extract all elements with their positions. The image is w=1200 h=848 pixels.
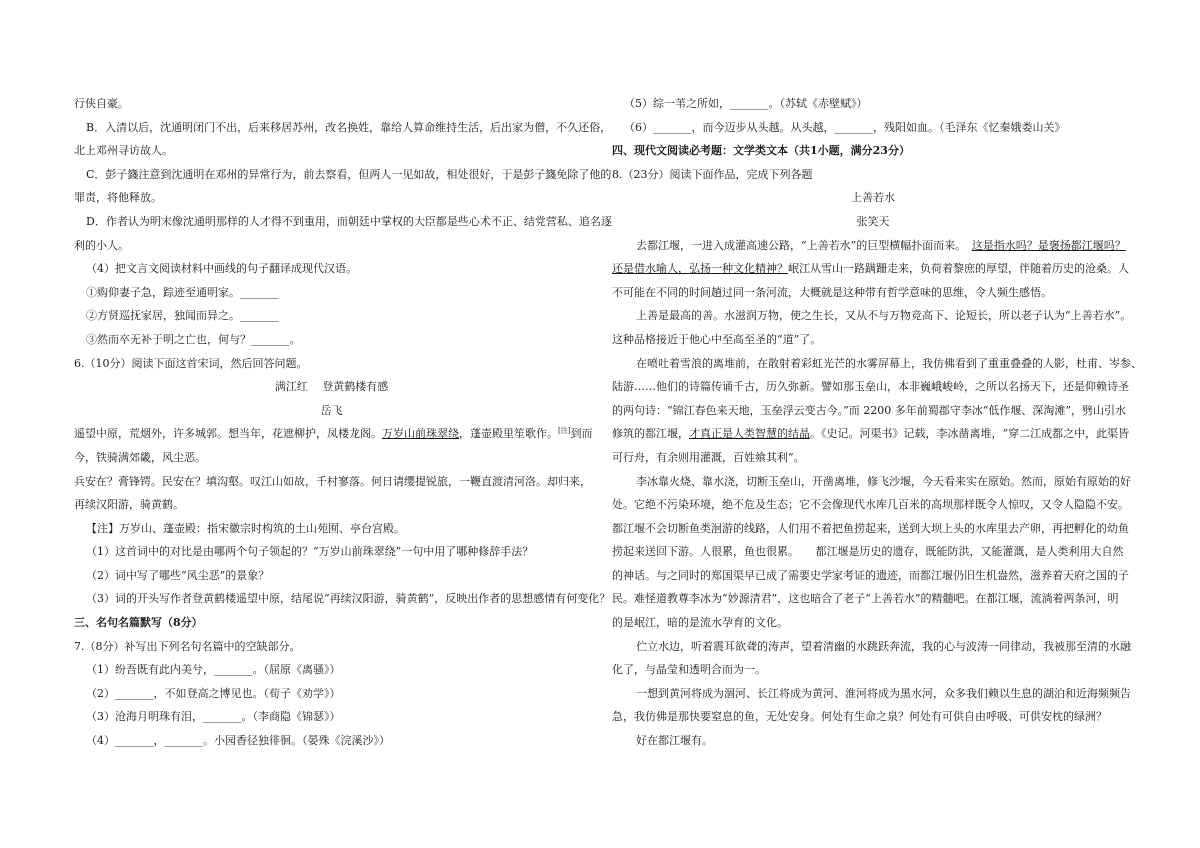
right-text-line: 的两句诗：“锦江春色来天地，玉垒浮云变古今。”而 2200 多年前蜀郡守李冰“低作堰、深淘滩”，劈山引水 xyxy=(612,403,1126,417)
right-text-line: 8.（23分）阅读下面作品，完成下列各题 xyxy=(612,167,813,181)
right-text-line xyxy=(612,234,1134,258)
footnote-marker: [注] xyxy=(558,426,571,435)
left-text-line: 满江红 登黄鹤楼有感 xyxy=(274,380,389,394)
left-text-line: （4）把文言文阅读材料中画线的句子翻译成现代汉语。 xyxy=(86,262,357,276)
right-text-line: 上善若水 xyxy=(851,191,895,205)
right-text-line: 好在都江堰有。 xyxy=(636,734,713,748)
right-text-line: 处。它绝不污染环境，绝不危及生态；它不会像现代水库几百米的高坝那样既令人惊叹，又令人隐隐不安。 xyxy=(612,498,1129,512)
left-text-line: 今，铁骑满郊畿，风尘恶。 xyxy=(74,450,206,464)
left-text-line: 兵安在？膏锋锷。民安在？填沟壑。叹江山如故，千村寥落。何日请缨提锐旅，一鞭直渡清河洛。却归来， xyxy=(74,474,591,488)
left-text-line: （2）_______，不如登高之博见也。（荀子《劝学》） xyxy=(86,686,341,700)
left-column xyxy=(74,92,612,753)
text-span: ，蓬壶殿里笙歌作。 xyxy=(459,427,558,441)
right-text-line: 民。难怪道教尊李冰为“妙源清君”，这也暗合了老子“上善若水”的精髓吧。在都江堰，流淌着两条河，明 xyxy=(612,592,1119,606)
right-text-line: 陆游……他们的诗篇传诵千古，历久弥新。譬如那玉垒山，本非巍峨峻岭，之所以名扬天下，还是仰赖诗圣 xyxy=(612,380,1129,394)
left-text-line: （4）_______，_______。小园香径独徘徊。（晏殊《浣溪沙》） xyxy=(86,734,390,748)
text-span: 去都江堰，一进入成灌高速公路，“上善若水”的巨型横幅扑面而来。 xyxy=(636,238,972,252)
right-text-line: 捞起来送回下游。人很累，鱼也很累。 都江堰是历史的遗存，既能防洪，又能灌溉，是人类利用大自然 xyxy=(612,545,1124,559)
right-text-line: 的神话。与之同时的郑国渠早已成了需要史学家考证的遗迹，而都江堰仍旧生机盎然，滋养着天府之国的子 xyxy=(612,568,1129,582)
left-text-line: C．彭子籛注意到沈通明在邓州的异常行为，前去察看，但两人一见如故，相处很好，于是彭子籛免除了他的 xyxy=(86,167,612,181)
right-text-line: （6）_______，而今迈步从头越。从头越，_______，残阳如血。（毛泽东《忆秦娥娄山关》 xyxy=(624,120,1066,134)
left-text-line: ①购仰妻子急，踪迹至通明家。_______ xyxy=(86,285,279,299)
underlined-sentence: 还是借水喻人，弘扬一种文化精神？ xyxy=(612,262,788,276)
left-text-line: ③然而卒无补于明之亡也，何与？_______。 xyxy=(86,332,301,346)
text-span: 岷江从雪山一路蹒跚走来，负荷着黎庶的厚望，伴随着历史的沧桑。人 xyxy=(788,262,1129,276)
right-text-line: 都江堰不会切断鱼类洄游的线路，人们用不着把鱼捞起来，送到大坝上头的水库里去产卵，再把孵化的幼鱼 xyxy=(612,521,1129,535)
right-column xyxy=(612,92,1142,753)
left-text-line: 6.（10分）阅读下面这首宋词，然后回答问题。 xyxy=(74,356,308,370)
left-text-line: 三、名句名篇默写（8分） xyxy=(74,616,203,630)
left-text-line: ②方贤巡抚家居，独闻而异之。_______ xyxy=(86,309,279,323)
left-text-line: 利的小人。 xyxy=(74,238,129,252)
right-text-line xyxy=(612,257,1134,281)
left-text-line: （1）纷吾既有此内美兮，_______。（屈原《离骚》） xyxy=(86,663,341,677)
left-text-line: 再续汉阳游，骑黄鹤。 xyxy=(74,498,184,512)
right-text-line: 在喷吐着雪浪的离堆前，在散射着彩虹光芒的水雾屏幕上，我仿佛看到了重重叠叠的人影，杜甫、岑参、 xyxy=(636,356,1142,370)
text-span: 遥望中原，荒烟外，许多城郭。想当年，花遮柳护，凤楼龙阁。 xyxy=(74,427,382,441)
right-text-line: 可行舟，有余则用灌溉，百姓飨其利”。 xyxy=(612,450,805,464)
left-text-line: 7.（8分）补写出下列名句名篇中的空缺部分。 xyxy=(74,639,301,653)
right-text-line: 李冰靠火烧、靠水浇，切断玉垒山，开凿离堆，修飞沙堰，今天看来实在原始。然而，原始有原始的好 xyxy=(636,474,1131,488)
left-text-line: 罪责，将他释放。 xyxy=(74,191,162,205)
text-span: 到而 xyxy=(570,427,593,441)
right-text-line: （5）综一苇之所如，_______。（苏轼《赤壁赋》） xyxy=(624,97,868,110)
left-text-line: 【注】万岁山、蓬壶殿：指宋徽宗时构筑的土山苑囿、亭台宫殿。 xyxy=(86,521,405,535)
right-text-line xyxy=(612,422,1134,446)
left-text-line: （1）这首词中的对比是由哪两个句子领起的？“万岁山前珠翠绕”一句中用了哪种修辞手法？ xyxy=(86,545,534,559)
text-span: 。《史记。河渠书》记载，李冰凿离堆，“穿二江成都之中，此渠皆 xyxy=(810,427,1130,441)
right-text-line: 的是岷江，暗的是流水孕育的文化。 xyxy=(612,616,788,630)
right-text-line: 四、现代文阅读必考题：文学类文本（共1小题，满分23分） xyxy=(612,144,910,158)
right-text-line: 张笑天 xyxy=(856,214,890,228)
right-text-line: 一想到黄河将成为涸河、长江将成为黄河、淮河将成为黑水河，众多我们赖以生息的湖泊和近海频频告 xyxy=(636,686,1131,700)
right-text-line: 这种品格接近于他心中至高至圣的“道”了。 xyxy=(612,332,822,346)
right-text-line: 伫立水边，听着震耳欲聋的涛声，望着清幽的水跳跃奔流，我的心与波涛一同律动，我被那至清的水融 xyxy=(636,639,1131,653)
right-text-line: 化了，与晶莹和透明合而为一。 xyxy=(612,663,766,677)
left-text-line: B．入清以后，沈通明闭门不出，后来移居苏州，改名换姓，靠给人算命维持生活，后出家为僧，不久还俗， xyxy=(86,120,612,134)
right-text-line: 急，我仿佛是那快要窒息的鱼，无处安身。何处有生命之泉？何处有可供自由呼吸、可供安枕的绿洲？ xyxy=(612,710,1107,724)
right-text-line: 不可能在不同的时间趟过同一条河流，大概就是这种带有哲学意味的思维，令人频生感悟。 xyxy=(612,285,1052,299)
left-text-line: 岳飞 xyxy=(320,403,343,417)
left-text-line: （3）沧海月明珠有泪，_______。（李商隐《锦瑟》） xyxy=(86,710,341,724)
left-text-line: （3）词的开头写作者登黄鹤楼遥望中原，结尾说“再续汉阳游，骑黄鹤”，反映出作者的思想感情有何变化？ xyxy=(86,592,611,606)
text-span: 修筑的都江堰， xyxy=(612,427,689,441)
underlined-sentence: 万岁山前珠翠绕 xyxy=(382,427,459,441)
left-text-line: （2）词中写了哪些“风尘恶”的景象？ xyxy=(86,568,270,582)
right-text-line: 上善是最高的善。水滋润万物，使之生长，又从不与万物竞高下、论短长，所以老子认为“上善若水”。 xyxy=(636,309,1132,323)
left-text-line: D．作者认为明末像沈通明那样的人才得不到重用，而朝廷中掌权的大臣都是些心术不正、结党营私、追名逐 xyxy=(86,214,612,228)
underlined-sentence: 才真正是人类智慧的结晶 xyxy=(689,427,810,441)
left-text-line: 北上邓州寻访故人。 xyxy=(74,144,173,158)
underlined-sentence: 这是指水吗？是褒扬都江堰吗？ xyxy=(971,238,1126,252)
left-text-line xyxy=(74,422,593,446)
left-text-line: 行侠自豪。 xyxy=(74,97,129,110)
